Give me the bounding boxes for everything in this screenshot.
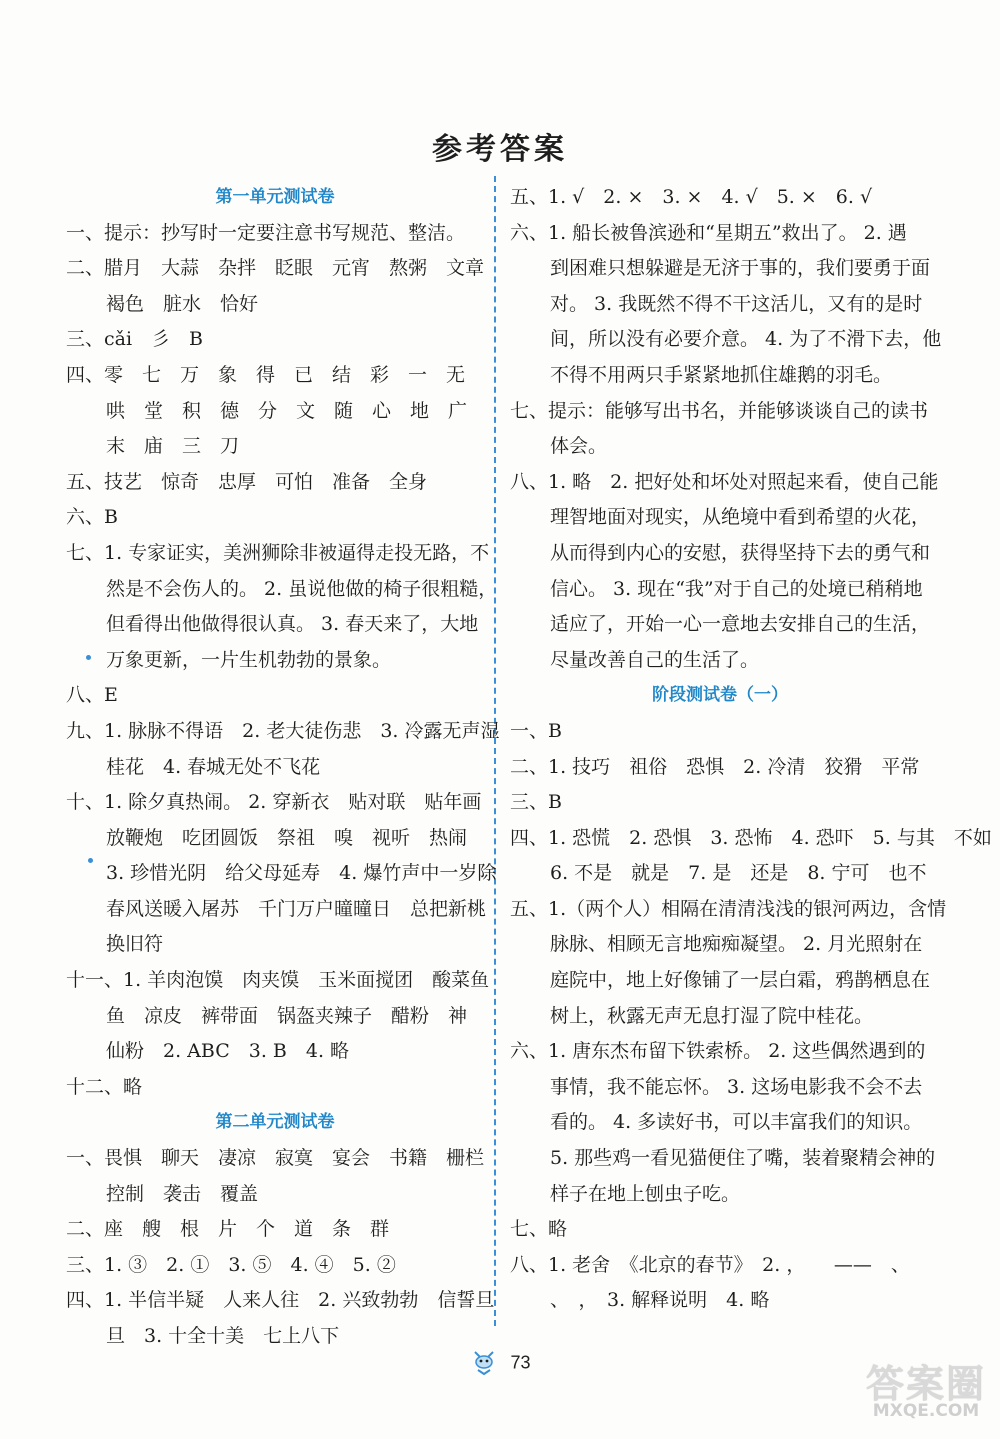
answer-line: 旦 3. 十全十美 七上八下: [106, 1325, 340, 1347]
answer-line: 然是不会伤人的。 2. 虽说他做的椅子很粗糙，: [106, 577, 498, 600]
answer-line: 五、1.（两个人）相隔在清清浅浅的银河两边，含情: [510, 897, 947, 920]
answer-line: 桂花 4. 春城无处不飞花: [106, 755, 321, 778]
answer-line: 到困难只想躲避是无济于事的，我们要勇于面: [550, 257, 931, 280]
answer-line: 哄 堂 积 德 分 文 随 心 地 广: [106, 399, 468, 422]
answer-line: 春风送暖入屠苏 千门万户曈曈日 总把新桃: [106, 897, 487, 920]
answer-line: 万象更新，一片生机勃勃的景象。: [106, 648, 392, 671]
answer-line: 末 庙 三 刀: [106, 435, 240, 458]
answer-line: 6. 不是 就是 7. 是 还是 8. 宁可 也不: [550, 862, 927, 885]
page-footer: [0, 1346, 1000, 1380]
answer-line: 三、cǎi 彡 B: [66, 328, 204, 351]
answer-line: 但看得出他做得很认真。 3. 春天来了，大地: [106, 613, 479, 636]
answer-line: 八、E: [66, 684, 118, 707]
answer-line: 二、腊月 大蒜 杂拌 眨眼 元宵 熬粥 文章: [66, 257, 485, 280]
answer-line: 十、1. 除夕真热闹。 2. 穿新衣 贴对联 贴年画: [66, 791, 482, 814]
answer-line: 八、1. 略 2. 把好处和坏处对照起来看，使自己能: [510, 470, 939, 493]
answer-line: 样子在地上刨虫子吃。: [550, 1182, 741, 1205]
answer-line: 四、1. 半信半疑 人来人往 2. 兴致勃勃 信誓旦: [66, 1289, 495, 1312]
right-column: [510, 180, 992, 1319]
section-title-stage1: 阶段测试卷（一）: [652, 685, 788, 706]
watermark-logo: [862, 1353, 990, 1431]
answer-line: 看的。 4. 多读好书，可以丰富我们的知识。: [550, 1111, 923, 1134]
answer-line: 九、1. 脉脉不得语 2. 老大徒伤悲 3. 冷露无声湿: [66, 719, 500, 742]
answer-line: 五、1. √ 2. × 3. × 4. √ 5. × 6. √: [510, 186, 873, 208]
answer-line: 十二、略: [66, 1075, 143, 1098]
answer-line: 从而得到内心的安慰，获得坚持下去的勇气和: [550, 541, 931, 564]
answer-line: 一、B: [510, 719, 562, 742]
answer-line: 体会。: [550, 435, 608, 458]
section-title-unit1: 第一单元测试卷: [215, 187, 335, 207]
answer-line: 一、提示：抄写时一定要注意书写规范、整洁。: [66, 221, 466, 244]
answer-line: 3. 珍惜光阴 给父母延寿 4. 爆竹声中一岁除: [106, 862, 497, 885]
answer-line: 三、B: [510, 791, 562, 814]
mascot-icon: [469, 1346, 499, 1380]
blue-dot-mark: [88, 858, 93, 863]
answer-line: 四、零 七 万 象 得 已 结 彩 一 无: [66, 363, 466, 386]
answer-line: 六、B: [66, 506, 118, 529]
answer-line: 七、提示：能够写出书名，并能够谈谈自己的读书: [510, 399, 929, 422]
answer-line: 五、技艺 惊奇 忠厚 可怕 准备 全身: [66, 470, 428, 493]
blue-dot-mark: [86, 655, 91, 660]
watermark-text: 答案圈: [865, 1362, 986, 1406]
answer-line: 四、1. 恐慌 2. 恐惧 3. 恐怖 4. 恐吓 5. 与其 不如: [510, 826, 992, 849]
page-number: 73: [510, 1352, 531, 1373]
page-title: 参考答案: [432, 132, 568, 167]
watermark-url: MXQE.COM: [872, 1401, 980, 1421]
answer-line: 一、畏惧 聊天 凄凉 寂寞 宴会 书籍 栅栏: [66, 1147, 485, 1170]
column-divider: [494, 176, 496, 1326]
section-title-unit2: 第二单元测试卷: [215, 1112, 335, 1133]
answer-line: 放鞭炮 吃团圆饭 祭祖 嗅 视听 热闹: [106, 826, 468, 849]
answer-line: 十一、1. 羊肉泡馍 肉夹馍 玉米面搅团 酸菜鱼: [66, 969, 490, 992]
answer-line: 理智地面对现实，从绝境中看到希望的火花，: [550, 506, 931, 529]
answer-line: 六、1. 船长被鲁滨逊和“星期五”救出了。 2. 遇: [510, 221, 907, 244]
left-column: [66, 180, 500, 1355]
answer-line: 二、座 艘 根 片 个 道 条 群: [66, 1218, 390, 1241]
answer-line: 适应了，开始一心一意地去安排自己的生活，: [550, 613, 931, 636]
answer-line: 褐色 脏水 恰好: [106, 292, 259, 315]
answer-line: 二、1. 技巧 祖俗 恐惧 2. 冷清 狡猾 平常: [510, 755, 920, 778]
answer-line: 仙粉 2. ABC 3. B 4. 略: [106, 1040, 350, 1063]
answer-line: 、 ， 3. 解释说明 4. 略: [550, 1289, 770, 1312]
answer-line: 鱼 凉皮 裤带面 锅盔夹辣子 醋粉 神: [106, 1004, 468, 1027]
answer-line: 5. 那些鸡一看见猫便住了嘴，装着聚精会神的: [550, 1147, 936, 1170]
answer-line: 七、1. 专家证实，美洲狮除非被逼得走投无路，不: [66, 541, 490, 564]
answer-line: 八、1. 老舍 《北京的春节》 2. ， —— 、: [510, 1253, 910, 1276]
answer-line: 控制 袭击 覆盖: [106, 1182, 259, 1205]
answer-line: 间，所以没有必要介意。 4. 为了不滑下去，他: [550, 328, 942, 351]
answer-line: 信心。 3. 现在“我”对于自己的处境已稍稍地: [550, 577, 923, 600]
answer-line: 换旧符: [106, 933, 164, 956]
answer-line: 事情，我不能忘怀。 3. 这场电影我不会不去: [550, 1075, 923, 1098]
answer-line: 树上，秋露无声无息打湿了院中桂花。: [550, 1004, 874, 1027]
answer-line: 七、略: [510, 1218, 568, 1241]
answer-line: 不得不用两只手紧紧地抓住雄鹅的羽毛。: [550, 363, 893, 386]
answer-line: 对。 3. 我既然不得不干这活儿，又有的是时: [550, 292, 923, 315]
answer-line: 三、1. ③ 2. ① 3. ⑤ 4. ④ 5. ②: [66, 1253, 396, 1276]
answer-line: 尽量改善自己的生活了。: [550, 648, 760, 671]
answer-line: 六、1. 唐东杰布留下铁索桥。 2. 这些偶然遇到的: [510, 1040, 926, 1063]
answer-line: 庭院中，地上好像铺了一层白霜，鸦鹊栖息在: [550, 969, 931, 992]
answer-line: 脉脉、相顾无言地痴痴凝望。 2. 月光照射在: [550, 933, 923, 956]
